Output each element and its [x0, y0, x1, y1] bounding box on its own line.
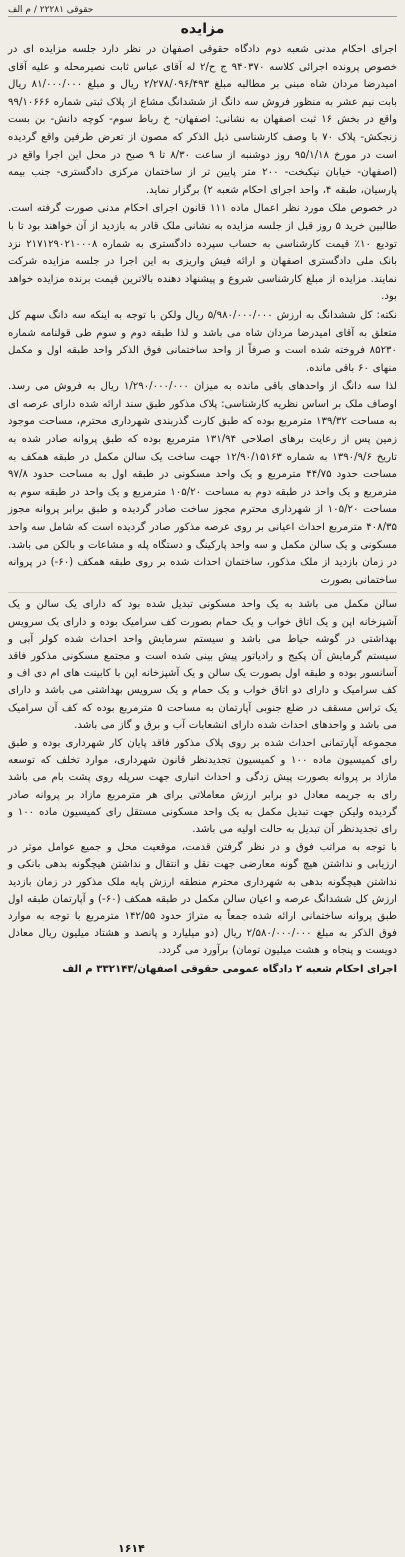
- notice-code-badge: ۱۶۱۴: [118, 1542, 145, 1555]
- notice-paragraph-6: مجموعه آپارتمانی احداث شده بر روی پلاک مذکور فاقد پایان کار شهرداری بوده و طبق رای کمیسیون ماده ۱۰۰ و کمیسیون تجدیدنظر قانون شهرداری، موارد تخلف که توسعه مازاد بر پروانه بصورت پیش زدگی و احداث انباری جهت سرپله روی پشت بام می باشد رای به جریمه معادل دو برابر ارزش معاملاتی برای هر مترمربع مازاد بر پروانه صادر گردیده ولیکن جهت تبدیل مکمل به یک واحد مسکونی مستقل رای کمیسیون ماده ۱۰۰ و رای تجدیدنظر آن تبدیل به حالت اولیه می باشد.: [8, 738, 397, 836]
- notice-title: مزایده: [180, 21, 225, 37]
- notice-paragraph-5: سالن مکمل می باشد به یک واحد مسکونی تبدیل شده بود که دارای یک سالن و یک آشپزخانه اپن و یک اتاق خواب و یک حمام بصورت کف سرامیک بوده و دارای یک سرویس بهداشتی در گوشه حیاط می باشد و سیستم سرمایش واحد احداث شده کولر آبی و سیستم گرمایش آن پکیج و رادیاتور پیش بینی شده است و مجتمع مسکونی مذکور فاقد آسانسور بوده و طبقه اول بصورت یک سالن و یک آشپزخانه اپن با کابینت های ام دی اف و کف سرامیک و دارای دو اتاق خواب و یک حمام و یک سرویس بهداشتی می باشد و دارای یک تراس مسقف در ضلع جنوبی آپارتمان به مساحت ۵ مترمربع بوده که کف آن سرامیک می باشد و واحدهای احداث شده دارای انشعابات آب و برق و گاز می باشد.: [8, 599, 397, 731]
- notice-paragraph-4: لذا سه دانگ از واحدهای باقی مانده به میزان ۱/۲۹۰/۰۰۰/۰۰۰ ریال به فروش می رسد. اوصاف ملک بر اساس نظریه کارشناسی: پلاک مذکور طبق سند ارائه شده دارای عرصه ای به مساحت ۱۳۹/۳۲ مترمربع بوده که طبق کارت گذربندی شهرداری محترم، مساحت موجود زمین پس از رعایت برهای اصلاحی ۱۳۱/۹۴ مترمربع بوده که طبق پروانه صادر شده به تاریخ ۱۳۹۰/۹/۶ به شماره ۱۲/۹۰/۱۵۱۶۳ جهت ساخت یک سالن مکمل در طبقه همکف به مساحت حدود ۴۴/۷۵ مترمربع و یک واحد مسکونی در طبقه اول به مساحت حدود ۹۷/۸ مترمربع و یک واحد در طبقه دوم به مساحت ۱۰۵/۲۰ مترمربع و یک واحد در طبقه سوم به مساحت ۱۰۵/۲۰ از شهرداری محترم مجوز ساخت صادر گردیده و طبق برابر پروانه مجوز ۴۰۸/۳۵ مترمربع احداث اعیانی بر روی عرصه مذکور صادر گردیده است که شامل سه واحد مسکونی و یک سالن مکمل و سه واحد پارکینگ و دستگاه پله و مشاعات و بالکن می باشد. در زمان بازدید از ملک مذکور، ساختمان احداث شده بر روی طبقه همکف (۶۰-) در پروانه ساختمانی بصورت: [8, 381, 397, 586]
- notice-paragraph-1: اجرای احکام مدنی شعبه دوم دادگاه حقوقی اصفهان در نظر دارد جلسه مزایده ای در خصوص پرونده اجرائی کلاسه ۹۴۰۳۷۰ ج ح/۲ له آقای عباس ثابت نصیرمحله و علیه آقای امیدرضا مردان شاه مبنی بر مطالبه مبلغ ۲/۲۷۸/۰۹۶/۴۹۳ ریال و مبلغ ۸۱/۰۰۰/۰۰۰ ریال بابت نیم عشر به منظور فروش سه دانگ از ششدانگ مشاع از پلاک ثبتی شماره ۹۹/۱۰۶۶۶ واقع در بخش ۱۶ ثبت اصفهان به نشانی: اصفهان- خ رباط سوم- کوچه دانش- بن بست زنجکش- پلاک ۷۰ با وصف کارشناسی ذیل الذکر که مصون از تعرض طرفین واقع گردیده است در مورخ ۹۵/۱/۱۸ روز دوشنبه از ساعت ۸/۳۰ تا ۹ صبح در محل این اجرا واقع در (اصفهان- خیابان نیکبخت- ۲۰۰ متر پایین تر از ساختمان مرکزی دادگستری- جنب بیمه پارسیان، طبقه ۴، واحد اجرای احکام شعبه ۲) برگزار نماید.: [8, 44, 398, 196]
- notice-paragraph-3: نکته: کل ششدانگ به ارزش ۵/۹۸۰/۰۰۰/۰۰۰ ریال ولکن با توجه به اینکه سه دانگ سهم کل متعلق به آقای امیدرضا مردان شاه می باشد و لذا طبقه دوم و سوم طی قولنامه شماره ۸۵۲۳۰ فروخته شده است و صرفاً از واحد ساختمانی فوق الذکر واحد طبقه اول و مکمل منهای ۶۰ باقی مانده.: [8, 309, 397, 374]
- notice-signature: اجرای احکام شعبه ۲ دادگاه عمومی حقوقی اصفهان/۳۳۲۱۴۳ م الف: [62, 963, 397, 975]
- column-divider: [8, 592, 397, 593]
- notice-paragraph-2: در خصوص ملک مورد نظر اعمال ماده ۱۱۱ قانون اجرای احکام مدنی صورت گرفته است. طالبین خرید ۵ روز قبل از جلسه مزایده به نشانی ملک قادر به بازدید از آن خواهند بود تا با تودیع ۱۰٪ قیمت کارشناسی به حساب سپرده دادگستری به شماره ۲۱۷۱۲۹۰۲۱۰۰۰۸ نزد بانک ملی دادگستری اصفهان و ارائه فیش واریزی به این اجرا در جلسه مزایده شرکت نمایند. مزایده از مبلغ کارشناسی شروع و پیشنهاد دهنده بالاترین قیمت برنده مزایده خواهد بود.: [8, 203, 398, 303]
- clipping-top-strip: حقوقی ۲۲۲۸۱ / م الف: [8, 4, 397, 17]
- notice-paragraph-7: با توجه به مراتب فوق و در نظر گرفتن قدمت، موقعیت محل و جمیع عوامل موثر در ارزیابی و نداشتن هیچ گونه معارضی جهت نقل و انتقال و نداشتن هیچگونه بدهی بانکی و نداشتن هیچگونه بدهی به شهرداری محترم منطقه ارزش پایه ملک مذکور در زمان بازدید ارزش کل ششدانگ عرصه و اعیان سالن مکمل در طبقه همکف (۶۰-) و آپارتمان طبقه اول طبق پروانه ساختمانی ارائه شده جمعاً به متراژ حدود ۱۴۲/۵۵ مترمربع با توجه به موارد فوق الذکر به مبلغ ۲/۵۸۰/۰۰۰/۰۰۰ ریال (دو میلیارد و پانصد و هشتاد میلیون ریال معادل دویست و پنجاه و هشت میلیون تومان) برآورد می گردد.: [8, 842, 398, 957]
